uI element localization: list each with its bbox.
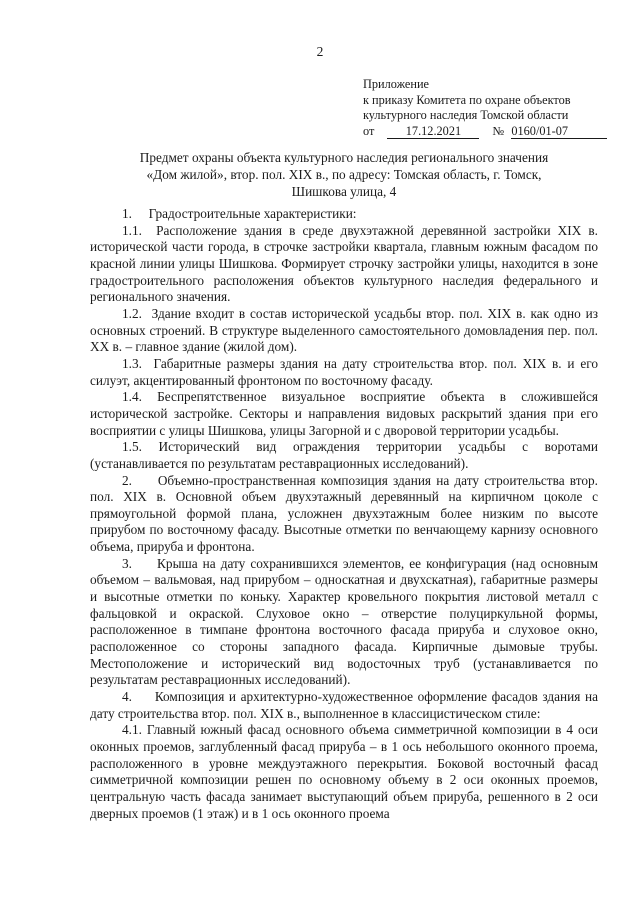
document-body (90, 206, 598, 822)
paragraph-1-2: 1.2. Здание входит в состав исторической усадьбы втор. пол. XIX в. как одно из основных строений. В структуре выделенного самостоятельного домовладения пер. пол. XX в. – главное здание (жилой дом). (90, 305, 598, 355)
order-number-sign: № (492, 123, 505, 138)
paragraph-2: 2. Объемно-пространственная композиция здания на дату строительства втор. пол. XIX в. Основной объем двухэтажный деревянный на кирпичном цоколе с прямоугольной формой плана, усложнен двухэтажным более низким по высоте прирубом по восточному фасаду. Высотные отметки по венчающему карнизу основного объема, прируба и фронтона. (90, 472, 598, 555)
heading-line-3: Шишкова улица, 4 (291, 183, 397, 199)
paragraph-4: 4. Композиция и архитектурно-художественное оформление фасадов здания на дату строительства втор. пол. XIX в., выполненное в классицистическом стиле: (90, 689, 598, 721)
paragraph-1-5: 1.5. Исторический вид ограждения территории усадьбы с воротами (устанавливается по результатам реставрационных исследований). (90, 439, 598, 471)
paragraph-4-1: 4.1. Главный южный фасад основного объема симметричной композиции в 4 оси оконных проемов, заглубленный фасад прируба – в 1 ось небольшого оконного проема, расположенного в уровне междуэтажного перекрытия. Боковой восточный фасад симметричной композиции решен по основному объему в 2 оси оконных проемов, центральную часть фасада занимает выступающий объем прируба, решенного в 2 оси дверных проемов (1 этаж) и в 1 ось оконного проема (90, 722, 598, 821)
appendix-block (363, 77, 608, 139)
paragraph-1-3: 1.3. Габаритные размеры здания на дату строительства втор. пол. XIX в. и его силуэт, акцентированный фронтоном по восточному фасаду. (90, 355, 598, 388)
paragraph-1-4: 1.4. Беспрепятственное визуальное восприятие объекта в сложившейся исторической застройке. Секторы и направления видовых раскрытий здания при его восприятии с улицы Шишкова, улицы Загорной и с дворовой территории усадьбы. (90, 389, 598, 438)
order-from-label: от (363, 123, 375, 138)
appendix-order-line (363, 124, 608, 140)
document-heading (90, 150, 598, 200)
order-date: 17.12.2021 (387, 125, 479, 139)
heading-line-1: Предмет охраны объекта культурного наследия регионального значения (139, 150, 549, 165)
appendix-authority: культурного наследия Томской области (363, 108, 569, 123)
paragraph-1-1: 1.1. Расположение здания в среде двухэтажной деревянной застройки XIX в. исторической части города, в строчке застройки квартала, главным южным фасадом по красной линии улицы Шишкова. Формирует строчку застройки улицы, находится в зоне градостроительного расположения объектов культурного наследия федерального и регионального значения. (90, 222, 598, 305)
paragraph-3: 3. Крыша на дату сохранившихся элементов, ее конфигурация (над основным объемом – вальмовая, над прирубом – односкатная и двухскатная), габаритные размеры и высотные отметки по коньку. Характер кровельного покрытия листовой металл с фальцовкой и окраской. Слуховое окно – отверстие полуциркульной формы, расположенное в тимпане фронтона восточного фасада прируба и слуховое окно, расположенное со стороны западного фасада. Кирпичные дымовые трубы. Местоположение и исторический вид водосточных труб (устанавливается по результатам реставрационных исследований). (90, 555, 598, 688)
order-number: 0160/01-07 (511, 125, 607, 139)
heading-line-2: «Дом жилой», втор. пол. XIX в., по адресу: Томская область, г. Томск, (146, 166, 542, 182)
paragraph-1: 1. Градостроительные характеристики: (122, 206, 357, 221)
appendix-title: Приложение (363, 77, 429, 91)
page-number: 2 (316, 44, 324, 59)
appendix-order-ref: к приказу Комитета по охране объектов (363, 92, 571, 107)
